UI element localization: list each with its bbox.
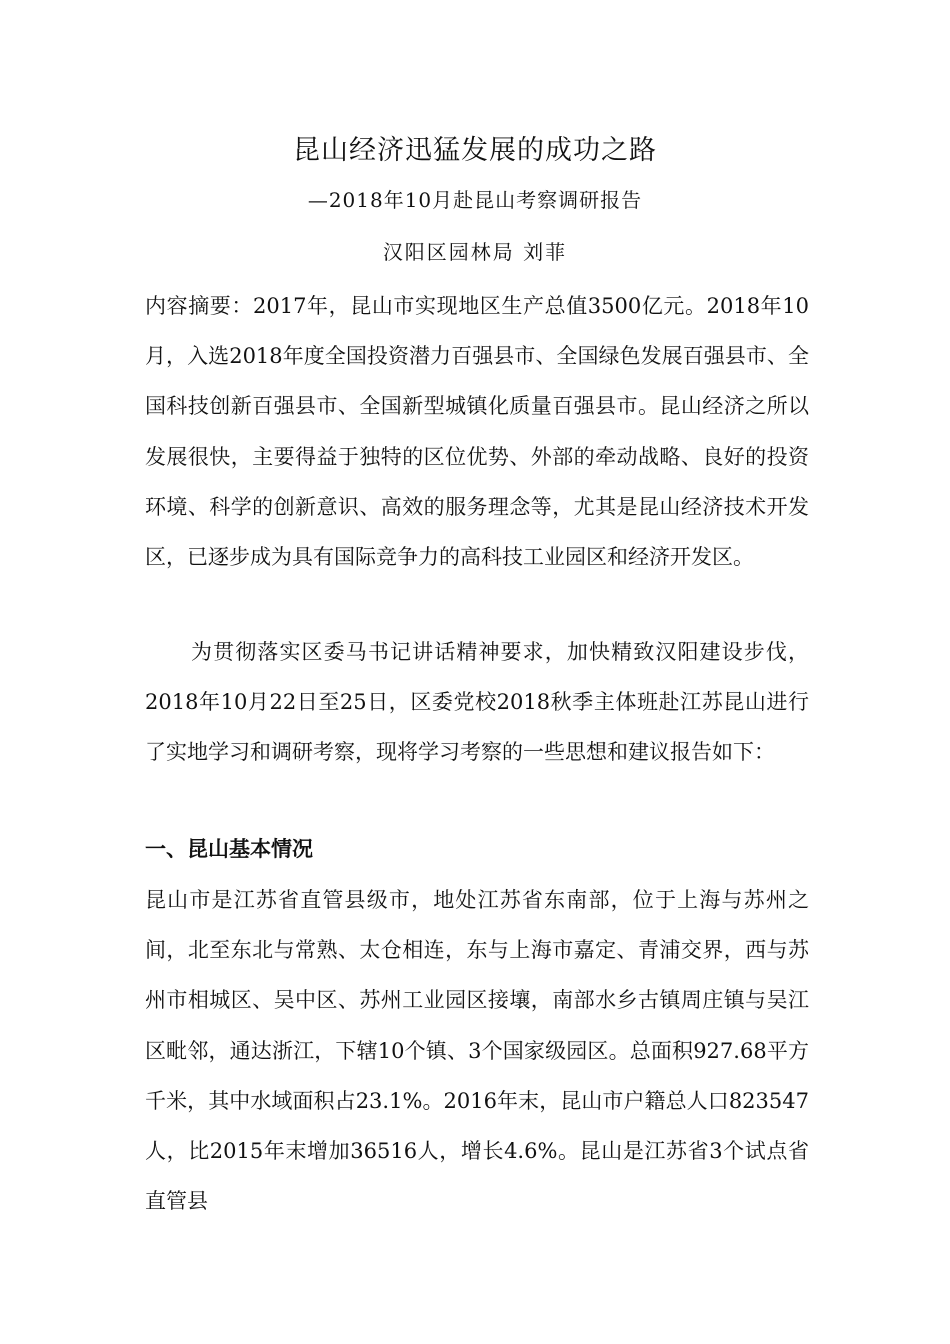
document-title: 昆山经济迅猛发展的成功之路 bbox=[293, 135, 657, 166]
section-heading-basic-info: 一、昆山基本情况 bbox=[145, 837, 313, 861]
intro-paragraph: 为贯彻落实区委马书记讲话精神要求，加快精致汉阳建设步伐，2018年10月22日至25日，区委党校2018秋季主体班赴江苏昆山进行了实地学习和调研考察，现将学习考察的一些思想和建议报告如下： bbox=[145, 640, 809, 765]
document-author: 汉阳区园林局 刘菲 bbox=[382, 240, 568, 264]
document-subtitle: —2018年10月赴昆山考察调研报告 bbox=[307, 188, 643, 212]
basic-info-paragraph: 昆山市是江苏省直管县级市，地处江苏省东南部，位于上海与苏州之间，北至东北与常熟、太仓相连，东与上海市嘉定、青浦交界，西与苏州市相城区、吴中区、苏州工业园区接壤，南部水乡古镇周庄镇与吴江区毗邻，通达浙江，下辖10个镇、3个国家级园区。总面积927.68平方千米，其中水域面积占23.1%。2016年末，昆山市户籍总人口823547人，比2015年末增加36516人，增长4.6%。昆山是江苏省3个试点省直管县 bbox=[145, 888, 809, 1214]
abstract-paragraph: 内容摘要：2017年，昆山市实现地区生产总值3500亿元。2018年10月，入选2018年度全国投资潜力百强县市、全国绿色发展百强县市、全国科技创新百强县市、全国新型城镇化质量百强县市。昆山经济之所以发展很快，主要得益于独特的区位优势、外部的牵动战略、良好的投资环境、科学的创新意识、高效的服务理念等，尤其是昆山经济技术开发区，已逐步成为具有国际竞争力的高科技工业园区和经济开发区。 bbox=[145, 294, 809, 570]
